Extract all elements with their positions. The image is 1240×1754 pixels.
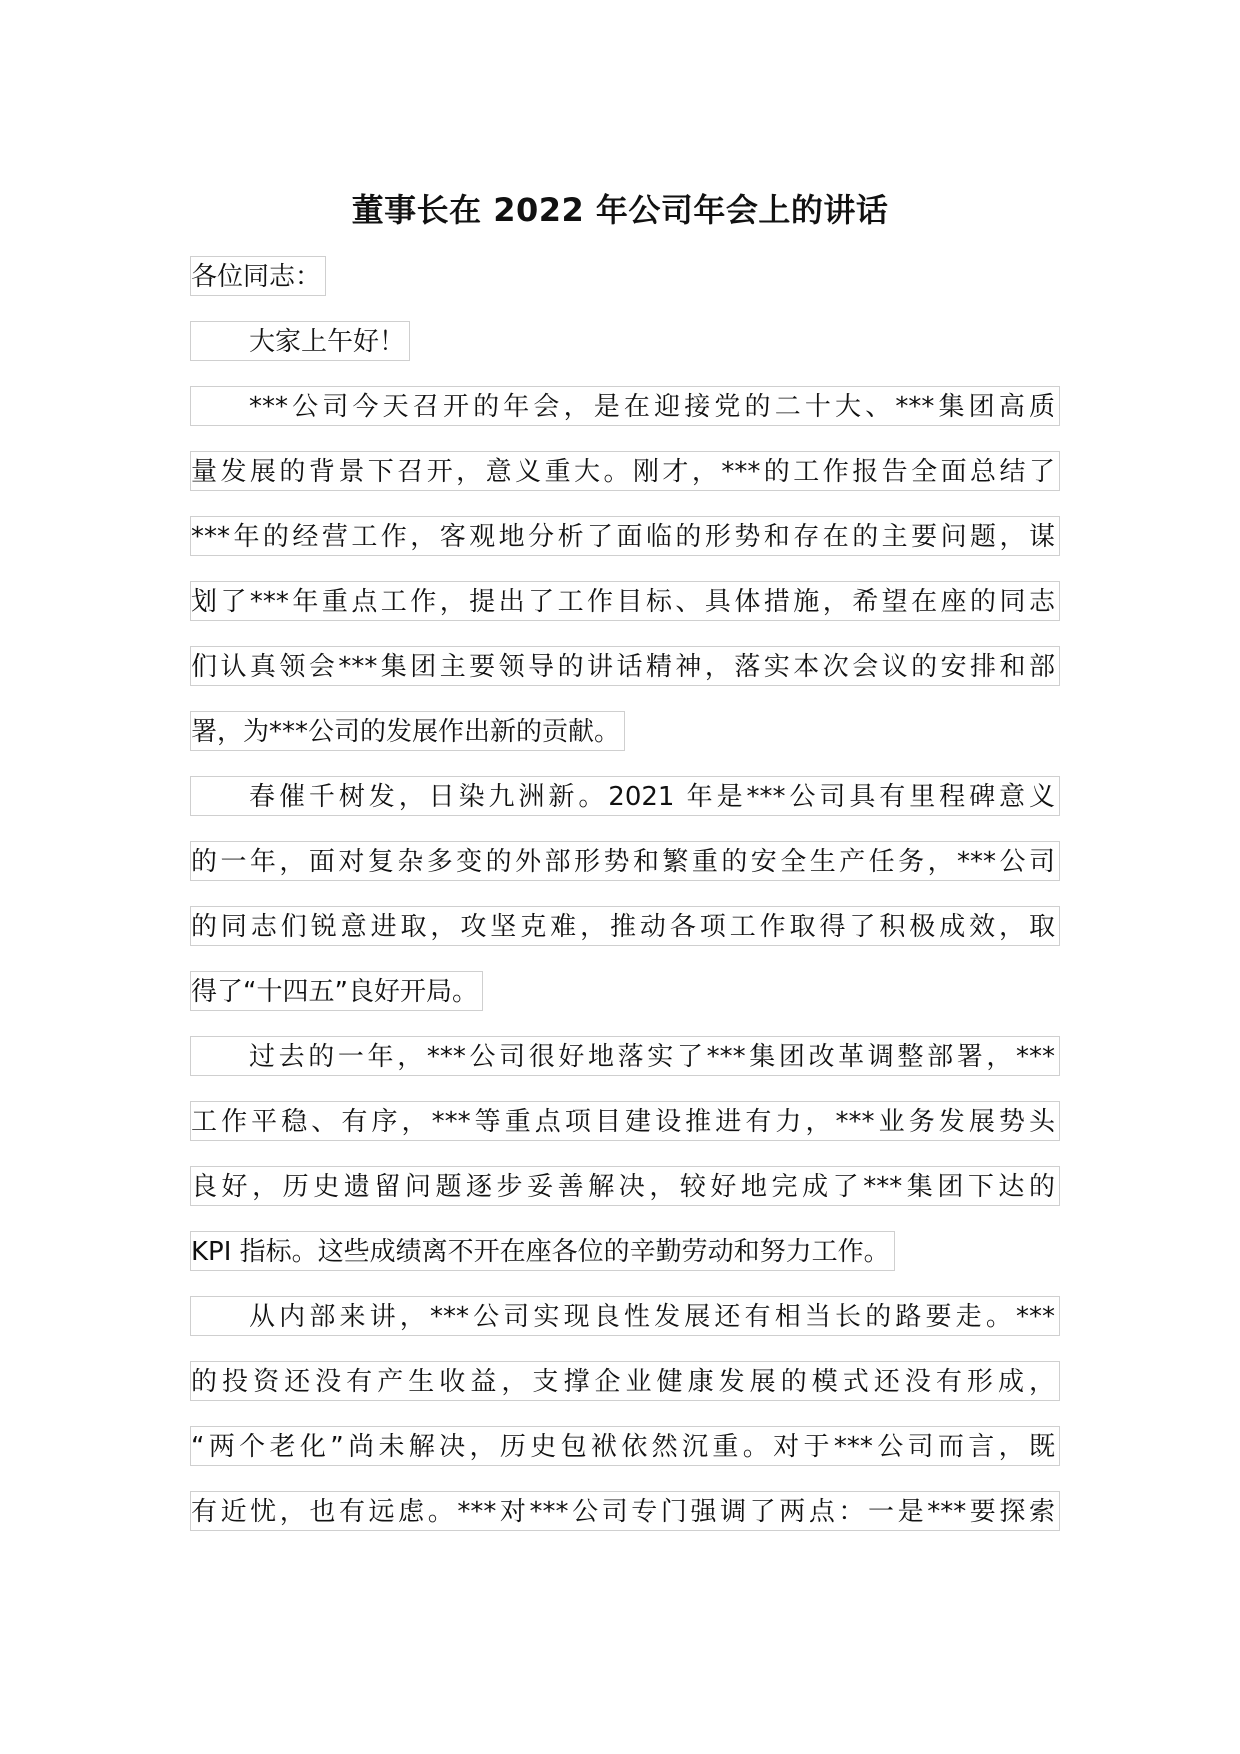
paragraph-4-line-3: “两个老化”尚未解决，历史包袱依然沉重。对于***公司而言，既 bbox=[190, 1426, 1060, 1466]
paragraph-2-line-1: 春催千树发，日染九洲新。2021 年是***公司具有里程碑意义 bbox=[190, 776, 1060, 816]
paragraph-1-line-3: ***年的经营工作，客观地分析了面临的形势和存在的主要问题，谋 bbox=[190, 516, 1060, 556]
paragraph-3-line-3: 良好，历史遗留问题逐步妥善解决，较好地完成了***集团下达的 bbox=[190, 1166, 1060, 1206]
paragraph-4-line-4: 有近忧，也有远虑。***对***公司专门强调了两点：一是***要探索 bbox=[190, 1491, 1060, 1531]
paragraph-1-line-4: 划了***年重点工作，提出了工作目标、具体措施，希望在座的同志 bbox=[190, 581, 1060, 621]
paragraph-1-line-2: 量发展的背景下召开，意义重大。刚才，***的工作报告全面总结了 bbox=[190, 451, 1060, 491]
paragraph-3-line-2: 工作平稳、有序，***等重点项目建设推进有力，***业务发展势头 bbox=[190, 1101, 1060, 1141]
paragraph-2-line-4: 得了“十四五”良好开局。 bbox=[190, 971, 483, 1011]
paragraph-2-line-2: 的一年，面对复杂多变的外部形势和繁重的安全生产任务，***公司 bbox=[190, 841, 1060, 881]
greeting-line: 大家上午好！ bbox=[190, 321, 410, 361]
paragraph-1-line-6: 署，为***公司的发展作出新的贡献。 bbox=[190, 711, 625, 751]
paragraph-4-line-2: 的投资还没有产生收益，支撑企业健康发展的模式还没有形成， bbox=[190, 1361, 1060, 1401]
paragraph-2-line-3: 的同志们锐意进取，攻坚克难，推动各项工作取得了积极成效，取 bbox=[190, 906, 1060, 946]
paragraph-1-line-1: ***公司今天召开的年会，是在迎接党的二十大、***集团高质 bbox=[190, 386, 1060, 426]
document-title: 董事长在 2022 年公司年会上的讲话 bbox=[351, 191, 889, 229]
paragraph-3-line-4: KPI 指标。这些成绩离不开在座各位的辛勤劳动和努力工作。 bbox=[190, 1231, 895, 1271]
paragraph-3-line-1: 过去的一年，***公司很好地落实了***集团改革调整部署，*** bbox=[190, 1036, 1060, 1076]
document-body bbox=[190, 256, 1060, 1556]
paragraph-4-line-1: 从内部来讲，***公司实现良性发展还有相当长的路要走。*** bbox=[190, 1296, 1060, 1336]
salutation-line: 各位同志： bbox=[190, 256, 326, 296]
paragraph-1-line-5: 们认真领会***集团主要领导的讲话精神，落实本次会议的安排和部 bbox=[190, 646, 1060, 686]
